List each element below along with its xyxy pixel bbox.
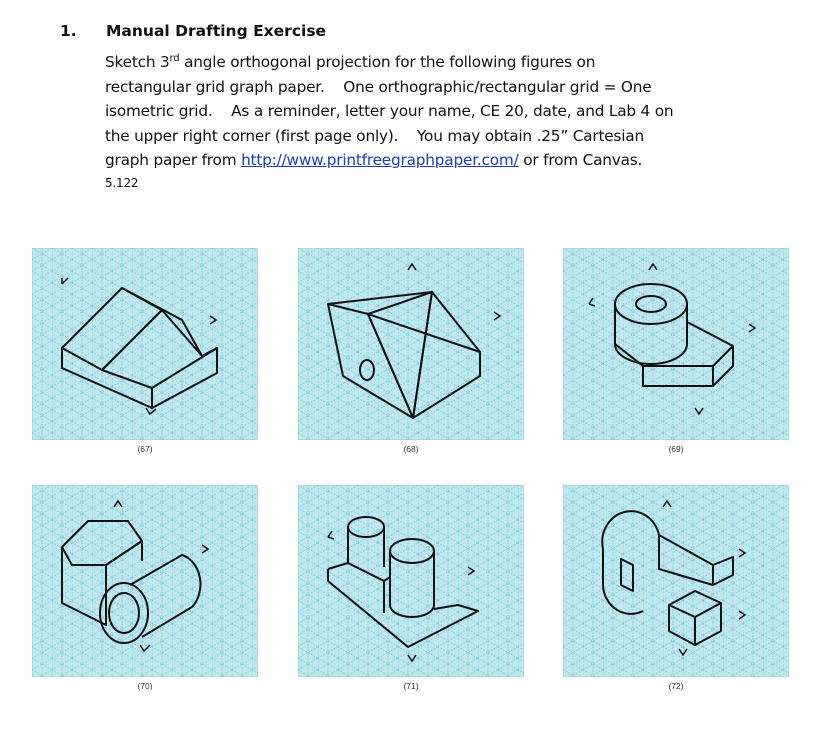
figure-67-drawing (32, 248, 258, 440)
figure-68-label: (68) (403, 444, 419, 454)
figure-71 (298, 485, 524, 691)
figure-70-label: (70) (137, 681, 153, 691)
exercise-title (60, 20, 780, 42)
figure-70-drawing (32, 485, 258, 677)
figure-71-label: (71) (403, 681, 419, 691)
figure-69 (563, 248, 789, 454)
figure-68-drawing (298, 248, 524, 440)
figure-67-label: (67) (137, 444, 153, 454)
figure-69-label: (69) (668, 444, 684, 454)
exercise-heading (60, 20, 780, 42)
figure-72 (563, 485, 789, 691)
instruction-line-3: isometric grid. As a reminder, letter your name, CE 20, date, and Lab 4 on (105, 102, 674, 120)
figure-70 (32, 485, 258, 691)
instruction-line-2: rectangular grid graph paper. One orthographic/rectangular grid = One (105, 77, 652, 96)
exercise-title-text: Manual Drafting Exercise (106, 22, 327, 40)
exercise-number: 1. (60, 22, 77, 40)
figure-69-drawing (563, 248, 789, 440)
figure-72-label: (72) (668, 681, 684, 691)
graph-paper-link[interactable]: http://www.printfreegraphpaper.com/ (241, 151, 519, 169)
instruction-line-1: Sketch 3rd angle orthogonal projection for the following figures on (105, 52, 596, 71)
instruction-line-4: the upper right corner (first page only). You may obtain .25” Cartesian (105, 126, 644, 145)
instruction-line-5: graph paper from http://www.printfreegraphpaper.com/ or from Canvas. (105, 151, 643, 169)
reference-number: 5.122 (105, 175, 139, 190)
figure-67 (32, 248, 258, 454)
exercise-instructions (105, 50, 795, 193)
figure-72-drawing (563, 485, 789, 677)
figure-68 (298, 248, 524, 454)
figure-71-drawing (298, 485, 524, 677)
